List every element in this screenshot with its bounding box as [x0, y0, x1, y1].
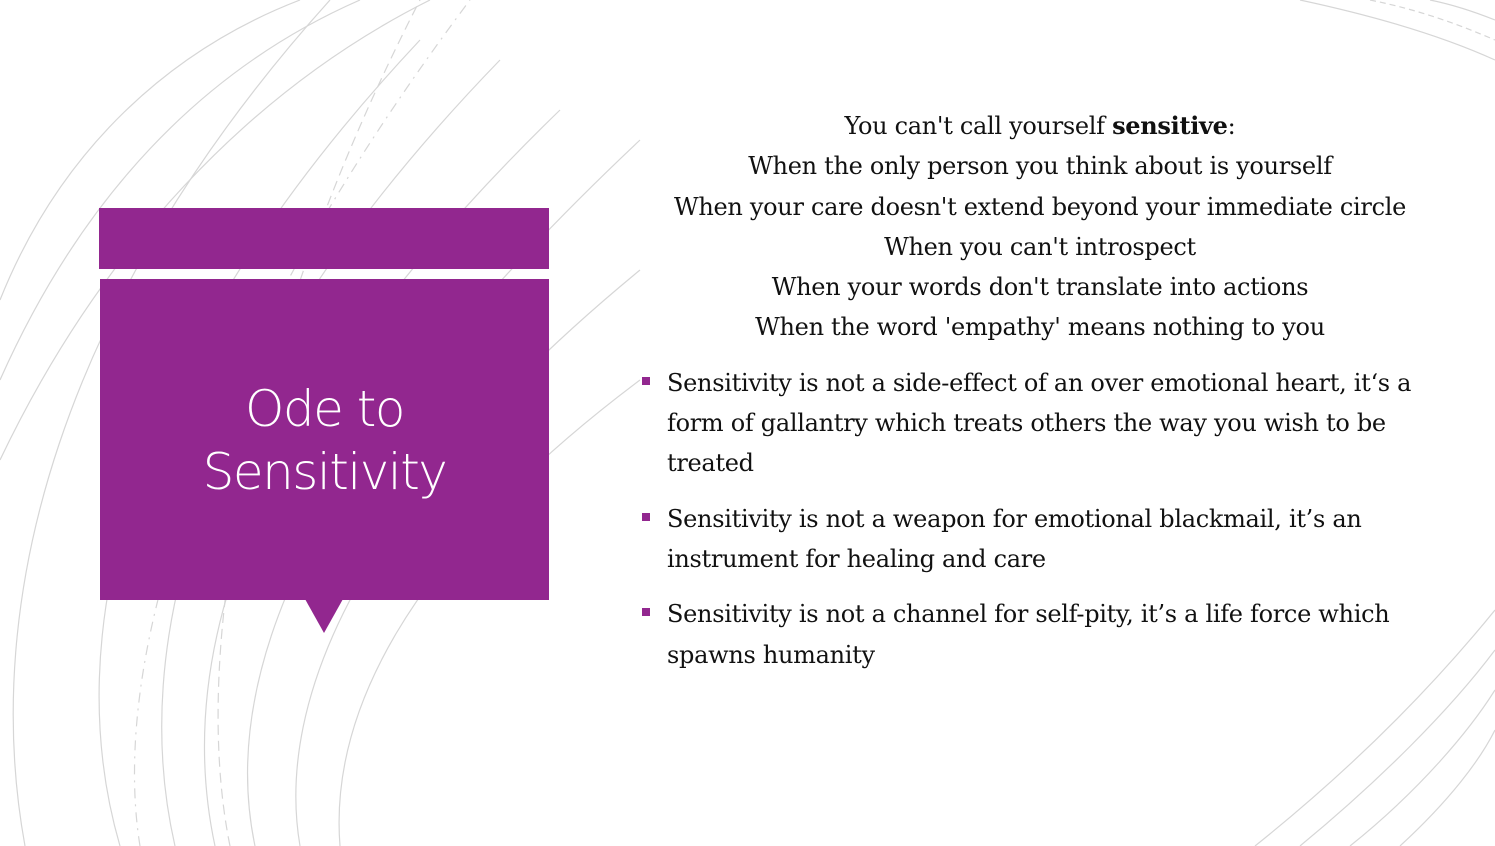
title-line-1: Ode to	[245, 379, 404, 438]
bullet-text: Sensitivity is not a weapon for emotional blackmail, it’s an instrument for healing and care	[667, 504, 1362, 573]
intro-lead-bold: sensitive	[1112, 111, 1228, 140]
intro-line: When the word 'empathy' means nothing to you	[755, 313, 1325, 342]
square-bullet-icon	[642, 377, 650, 385]
callout-tail	[305, 599, 343, 633]
intro-line: When your care doesn't extend beyond your immediate circle	[673, 192, 1407, 221]
accent-bar	[99, 208, 549, 269]
square-bullet-icon	[642, 513, 650, 521]
bullet-item	[640, 499, 1440, 580]
bullet-text: Sensitivity is not a channel for self-pity, it’s a life force which spawns humanity	[667, 600, 1390, 669]
intro-lead-colon: :	[1227, 112, 1236, 140]
bg-arc	[1370, 0, 1495, 40]
intro-line: When the only person you think about is yourself	[748, 152, 1332, 181]
intro-lead	[640, 106, 1440, 146]
title-box	[100, 279, 549, 600]
bullet-item	[640, 594, 1440, 675]
title-line-2: Sensitivity	[202, 442, 447, 501]
intro-line: When your words don't translate into actions	[771, 273, 1309, 302]
slide-title	[203, 378, 447, 504]
content-area	[640, 106, 1440, 690]
bg-arc	[1430, 0, 1495, 20]
intro-lead-text: You can't call yourself	[844, 112, 1113, 140]
square-bullet-icon	[642, 608, 650, 616]
bullet-list	[640, 363, 1440, 675]
bullet-text: Sensitivity is not a side-effect of an over emotional heart, it‘s a form of gallantry which treats others the way you wish to be treated	[667, 368, 1412, 478]
bg-arc	[1350, 690, 1495, 846]
intro-line: When you can't introspect	[884, 232, 1196, 261]
bullet-item	[640, 363, 1440, 484]
